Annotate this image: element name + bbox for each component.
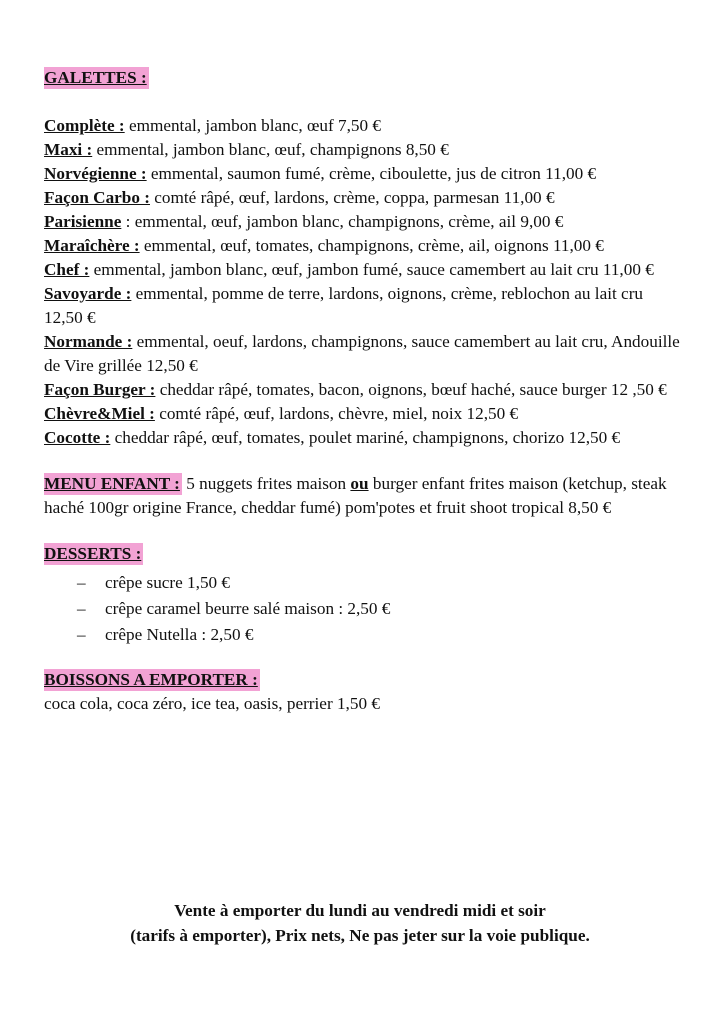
desserts-title: DESSERTS : — [44, 544, 142, 563]
footer-line-2: (tarifs à emporter), Prix nets, Ne pas jeter sur la voie publique. — [130, 926, 590, 945]
galette-name: Façon Burger : — [44, 380, 156, 399]
galette-desc: emmental, jambon blanc, œuf 7,50 € — [124, 116, 381, 135]
dessert-item — [44, 596, 684, 622]
galette-desc: emmental, saumon fumé, crème, ciboulette, jus de citron 11,00 € — [146, 164, 597, 183]
dessert-text: crêpe caramel beurre salé maison : 2,50 € — [105, 599, 391, 618]
menu-enfant-section — [44, 472, 684, 520]
footer-notice — [0, 898, 720, 948]
galette-desc: : emmental, œuf, jambon blanc, champignons, crème, ail 9,00 € — [121, 212, 564, 231]
menu-enfant-or: ou — [350, 474, 369, 493]
galette-name: Parisienne — [44, 212, 122, 231]
spacer — [44, 648, 684, 668]
galettes-title: GALETTES : — [44, 68, 147, 87]
galette-item — [44, 114, 684, 138]
galette-item — [44, 138, 684, 162]
spacer — [44, 520, 684, 542]
galettes-section-header — [44, 66, 684, 90]
menu-enfant-text-before: 5 nuggets frites maison — [181, 474, 351, 493]
desserts-section-header — [44, 542, 684, 566]
galettes-list — [44, 114, 684, 450]
galette-desc: comté râpé, œuf, lardons, chèvre, miel, noix 12,50 € — [154, 404, 519, 423]
galette-name: Maraîchère : — [44, 236, 140, 255]
galette-item — [44, 402, 684, 426]
galette-desc: emmental, jambon blanc, œuf, jambon fumé, sauce camembert au lait cru 11,00 € — [89, 260, 654, 279]
galette-desc: emmental, pomme de terre, lardons, oignons, crème, reblochon au lait cru 12,50 € — [44, 284, 644, 327]
boissons-section-header — [44, 668, 684, 692]
galette-name: Maxi : — [44, 140, 93, 159]
galette-desc: comté râpé, œuf, lardons, crème, coppa, parmesan 11,00 € — [149, 188, 555, 207]
dash-bullet: – — [77, 625, 86, 644]
desserts-list — [44, 570, 684, 648]
galette-item — [44, 258, 684, 282]
galette-name: Normande : — [44, 332, 133, 351]
menu-enfant-text-after: burger enfant frites maison (ketchup, steak haché 100gr origine France, cheddar fumé) pom'potes et fruit shoot tropical 8,50 € — [44, 474, 667, 517]
galette-desc: cheddar râpé, œuf, tomates, poulet mariné, champignons, chorizo 12,50 € — [110, 428, 621, 447]
galette-name: Chèvre&Miel : — [44, 404, 155, 423]
spacer — [44, 450, 684, 472]
dessert-item — [44, 622, 684, 648]
galette-name: Cocotte : — [44, 428, 111, 447]
dash-bullet: – — [77, 573, 86, 592]
galette-item — [44, 282, 684, 330]
galette-item — [44, 234, 684, 258]
dessert-text: crêpe Nutella : 2,50 € — [105, 625, 254, 644]
menu-page — [44, 66, 684, 716]
galette-item — [44, 426, 684, 450]
galette-item — [44, 186, 684, 210]
galette-desc: emmental, jambon blanc, œuf, champignons 8,50 € — [92, 140, 449, 159]
dash-bullet: – — [77, 599, 86, 618]
galette-item — [44, 330, 684, 378]
boissons-title: BOISSONS A EMPORTER : — [44, 670, 258, 689]
galette-name: Chef : — [44, 260, 90, 279]
dessert-text: crêpe sucre 1,50 € — [105, 573, 231, 592]
galette-item — [44, 162, 684, 186]
galette-name: Savoyarde : — [44, 284, 132, 303]
galette-desc: emmental, oeuf, lardons, champignons, sauce camembert au lait cru, Andouille de Vire grillée 12,50 € — [44, 332, 680, 375]
galette-desc: cheddar râpé, tomates, bacon, oignons, bœuf haché, sauce burger 12 ,50 € — [155, 380, 667, 399]
galette-item — [44, 210, 684, 234]
galette-name: Complète : — [44, 116, 125, 135]
galette-name: Norvégienne : — [44, 164, 147, 183]
footer-line-1: Vente à emporter du lundi au vendredi midi et soir — [174, 901, 546, 920]
galette-item — [44, 378, 684, 402]
galette-desc: emmental, œuf, tomates, champignons, crème, ail, oignons 11,00 € — [139, 236, 604, 255]
galette-name: Façon Carbo : — [44, 188, 150, 207]
menu-enfant-title: MENU ENFANT : — [44, 474, 180, 493]
boissons-text: coca cola, coca zéro, ice tea, oasis, perrier 1,50 € — [44, 694, 380, 713]
dessert-item — [44, 570, 684, 596]
